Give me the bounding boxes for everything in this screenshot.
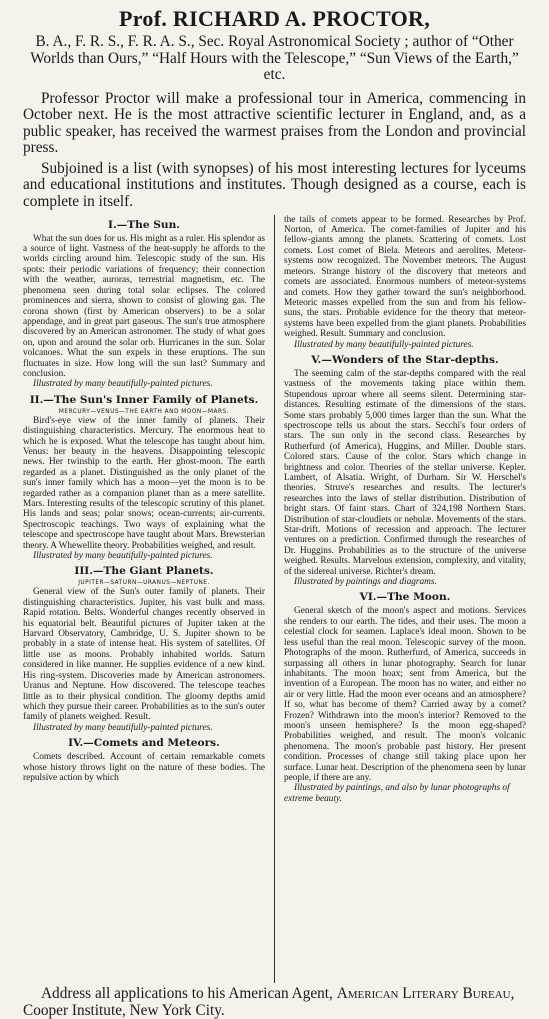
illustrated-note-inner-planets: Illustrated by many beautifully-painted pictures. bbox=[33, 551, 213, 562]
lecture-body-comets-continued: the tails of comets appear to be formed. Researches by Prof. Norton, of America. The comet-families of Jupiter and his fellow-giants among the planets. Scattering of comets. Lost comets. Lost comet of Biela. Meteors and aerolites. Meteor-systems now recognized. The November meteors. The August meteors. Strange history of the discovery that meteors and comets are associated. Enormous numbers of meteor-systems and comets. How they gather toward the sun's neighborhood. Meteoric masses expelled from the sun and from his fellow-suns, the stars. Probable evidence for the theory that meteor-systems have been expelled from the giant planets. Probabilities weighed. Result. Summary and conclusion. bbox=[283, 214, 526, 340]
lecture-body-giant-planets: General view of the Sun's outer family of planets. Their distinguishing characteristics. Jupiter, his vast bulk and mass. Rapid rotation. Belts. Wonderful changes recently observed in his equatorial belt. Beautiful pictures of Jupiter taken at the Harvard Observatory, Cambridge, U. S. Jupiter shown to be probably in a state of intense heat. His system of satellites. Of little use as moons. Probably inhabited worlds. Saturn considered in like manner. He supplies evidence of a new kind. His ring-system. Discoveries made by American astronomers. Uranus and Neptune. How discovered. The telescope teaches little as to their physical condition. The gloomy depths amid which they pursue their career. Probabilities as to the sun's outer family of planets weighed. Result. bbox=[23, 587, 265, 723]
lecture-heading-comets: IV.—Comets and Meteors. bbox=[68, 737, 220, 750]
footer-address bbox=[23, 985, 526, 1019]
right-column bbox=[278, 215, 526, 983]
lecture-body-sun: What the sun does for us. His might as a ruler. His splendor as a source of light. Vastness of the heat-supply he affords to the worlds circling around him. Telescopic study of the sun. His spots: their periodic variations of frequency; their connection with the weather, auroras, terrestrial magnetism, etc. The phenomena seen during total solar eclipses. The colored prominences and sierra, shown to consist of glowing gas. The corona shown (first by American observers) to be a solar appendage, and in great part gaseous. The sun's true atmosphere discovered by an American astronomer. The study of what goes on, upon and around the solar orb. Hurricanes in the sun. Solar volcanoes. What the sun expels in these eruptions. The sun fluctuates in size. How long will the sun last? Summary and conclusion. bbox=[23, 233, 265, 379]
lecture-body-star-depths: The seeming calm of the star-depths compared with the real vastness of the movements taking place within them. Stupendous uproar where all seems silent. Determining star-distances. Resulting estimate of the dimensions of the stars. Some stars probably 5,000 times larger than the sun. What the spectroscope tells us about the stars. Secchi's four orders of stars. The sun only in the second class. Researches by Rutherfurd (of America), Huggins, and Miller. Double stars. Colored stars. Cause of the color. Stars which change in brightness and color. Theories of the stellar universe. Kepler. Lambert, of Alsatia. Wright, of Durham. Sir W. Herschel's theories. Struve's researches and results. The lecturer's researches into the laws of stellar distribution. Distribution of bright stars. Of faint stars. Chart of 324,198 Northern Stars. Distribution of star-cloudlets or nebulæ. Movements of the stars. Star-drift. Motions of recession and approach. The lecturer ventures on a prediction. Confirmed through the researches of Dr. Huggins. Probabilities as to the structure of the universe weighed. Results. Marvelous extension, complexity, and vitality, of the sidereal universe. Richter's dream. bbox=[283, 368, 526, 577]
illustrated-note-moon: Illustrated by paintings, and also by lunar photographs of extreme beauty. bbox=[283, 783, 510, 804]
lecture-heading-moon: VI.—The Moon. bbox=[359, 591, 451, 604]
lecture-body-comets: Comets described. Account of certain remarkable comets whose history throws light on the nature of these bodies. The repulsive action by which bbox=[23, 752, 265, 783]
lecture-subheading-giant-planets: JUPITER—SATURN—URANUS—NEPTUNE. bbox=[78, 580, 210, 587]
lecture-subheading-inner-planets: MERCURY—VENUS—THE EARTH AND MOON—MARS. bbox=[58, 408, 230, 415]
credentials: B. A., F. R. S., F. R. A. S., Sec. Royal Astronomical Society ; author of “Other Worlds than Ours,” “Half Hours with the Telescope,” “Sun Views of the Earth,” etc. bbox=[30, 33, 519, 83]
footer-text: Address all applications to his American Agent, bbox=[41, 984, 333, 1002]
lecture-columns bbox=[23, 215, 526, 983]
illustrated-note-giant-planets: Illustrated by many beautifully-painted pictures. bbox=[33, 722, 213, 733]
lecture-body-inner-planets: Bird's-eye view of the inner family of planets. Their distinguishing characteristics. Mercury. The enormous heat to which he is exposed. What the telescope has taught about him. Venus: her beauty in the heavens. Disappointing telescopic news. Her twinship to the earth. Her ghost-moon. The earth regarded as a planet. Distinguished as the only planet of the sun's inner family which has a moon—yet the moon is to be regarded rather as a companion planet than as a mere satellite. Mars. Interesting results of the telescopic scrutiny of this planet. His lands and seas; polar snows; ocean-currents; air-currents. Spectroscopic teachings. Two ways of explaining what the telescope and spectroscope have taught about Mars. Brewsterian theory. A Whewellite theory. Probabilities weighed, and result. bbox=[23, 415, 265, 551]
illustrated-note-comets: Illustrated by many beautifully-painted pictures. bbox=[293, 339, 474, 350]
lecture-heading-star-depths: V.—Wonders of the Star-depths. bbox=[311, 353, 499, 366]
illustrated-note-sun: Illustrated by many beautifully-painted pictures. bbox=[33, 379, 213, 390]
intro-paragraph-1: Professor Proctor will make a professional tour in America, commencing in October next. He is the most attractive scientific lecturer in England, and, as a public speaker, has received the warmest praises from the London and provincial press. bbox=[23, 89, 526, 157]
lecture-body-moon: General sketch of the moon's aspect and motions. Services she renders to our earth. The tides, and their uses. The moon a celestial clock for seamen. Laplace's ideal moon. Shown to be less useful than the real moon. Telescopic survey of the moon. Photographs of the moon. Rutherfurd, of America, succeeds in surpassing all others in lunar photography. Search for lunar inhabitants. The moon hoax; sent from America, but the invention of a European. The moon has no water, and either no air or very little. Had the moon ever oceans and an atmosphere? If so, what has become of them? Carried away by a comet? Frozen? Withdrawn into the moon's interior? Removed to the moon's unseen hemisphere? Is the moon egg-shaped? Probabilities weighed, and result. The moon's volcanic phenomena. The moon's probable past history. Her present condition. Processes of change still taking place upon her surface. Lunar heat. Description of the phenomena seen by lunar people, if there are any. bbox=[283, 606, 526, 783]
agent-name: American Literary Bureau, bbox=[336, 984, 515, 1002]
intro-paragraph-2: Subjoined is a list (with synopses) of his most interesting lectures for lyceums and educational institutions and institutes. Though designed as a course, each is complete in itself. bbox=[23, 159, 526, 211]
column-divider bbox=[274, 215, 275, 983]
page-title: Prof. RICHARD A. PROCTOR, bbox=[118, 6, 431, 31]
agent-address: Cooper Institute, New York City. bbox=[23, 1001, 225, 1019]
lecture-heading-inner-planets: II.—The Sun's Inner Family of Planets. bbox=[29, 393, 259, 406]
lecture-heading-sun: I.—The Sun. bbox=[108, 218, 180, 231]
lecture-heading-giant-planets: III.—The Giant Planets. bbox=[74, 565, 214, 578]
illustrated-note-star-depths: Illustrated by paintings and diagrams. bbox=[293, 577, 437, 588]
left-column bbox=[23, 215, 271, 983]
